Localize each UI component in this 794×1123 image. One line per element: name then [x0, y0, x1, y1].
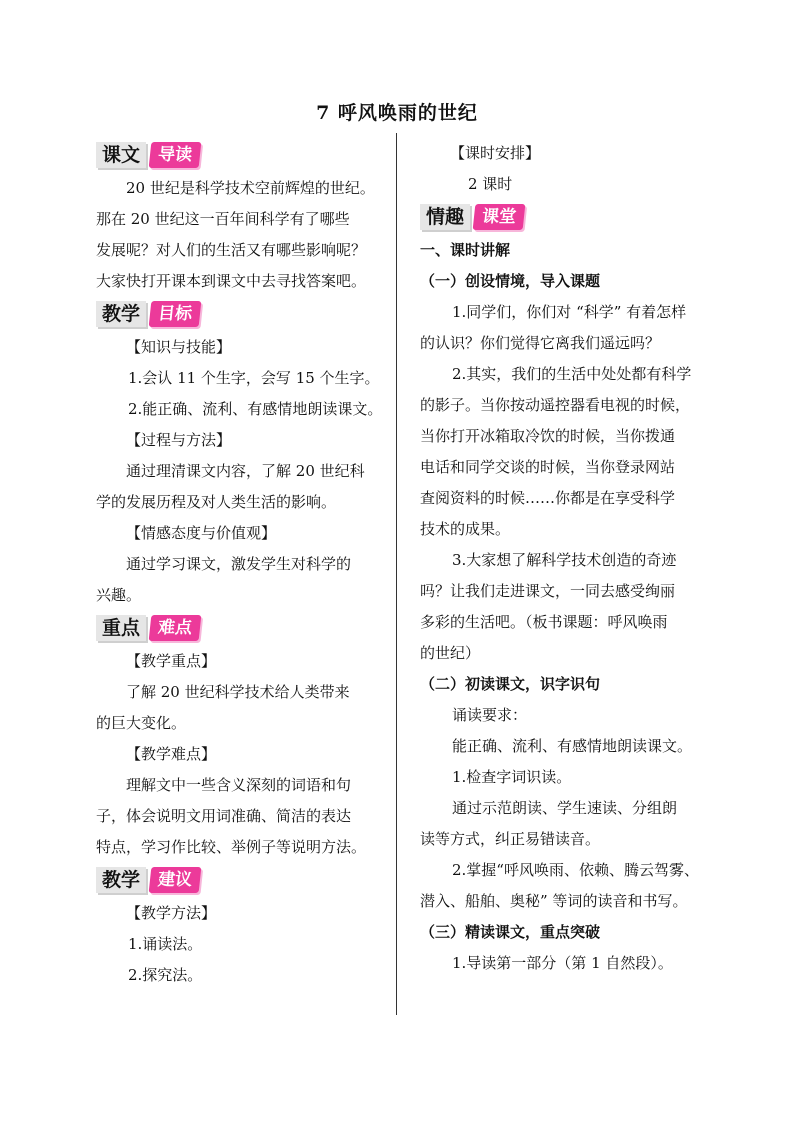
right-column [420, 138, 710, 979]
text-line: 1.诵读法。 [128, 935, 203, 953]
badge-label: 重点 [96, 615, 146, 641]
section-badge-goals [96, 299, 388, 329]
text-line: 2.探究法。 [128, 966, 203, 984]
text-line: 1.导读第一部分（第 1 自然段）。 [452, 954, 673, 972]
text-line: 的认识？你们觉得它离我们遥远吗？ [420, 334, 661, 352]
text-line: 发展呢？对人们的生活又有哪些影响呢？ [96, 241, 367, 259]
section-badge-suggestions [96, 865, 388, 895]
text-line: 查阅资料的时候……你都是在享受科学 [420, 489, 676, 507]
text-line: 2.能正确、流利、有感情地朗读课文。 [128, 400, 383, 418]
text-line: 的巨大变化。 [96, 714, 187, 732]
subheading: 【教学方法】 [126, 904, 217, 922]
text-line: 多彩的生活吧。（板书课题：呼风唤雨 [420, 613, 668, 631]
text-line: 那在 20 世纪这一百年间科学有了哪些 [96, 210, 350, 228]
text-line: 吗？让我们走进课文，一同去感受绚丽 [420, 582, 676, 600]
badge-tag: 导读 [149, 142, 202, 168]
text-line: 20 世纪是科学技术空前辉煌的世纪。 [126, 179, 375, 197]
left-column [96, 138, 388, 991]
text-line: 2.其实，我们的生活中处处都有科学 [452, 365, 692, 383]
subheading: 【教学重点】 [126, 652, 217, 670]
subheading: 【教学难点】 [126, 745, 217, 763]
badge-tag: 建议 [149, 867, 202, 893]
text-line: 潜入、船舶、奥秘” 等词的读音和书写。 [420, 892, 688, 910]
text-line: 技术的成果。 [420, 520, 511, 538]
text-line: 通过示范朗读、学生速读、分组朗 [452, 799, 678, 817]
badge-tag: 难点 [149, 615, 202, 641]
badge-label: 情趣 [420, 204, 470, 230]
schedule-value: 2 课时 [468, 175, 513, 193]
text-line: 1.同学们，你们对 “科学” 有着怎样 [452, 303, 687, 321]
subheading: 【情感态度与价值观】 [126, 524, 277, 542]
badge-tag: 课堂 [473, 204, 526, 230]
subheading: 【课时安排】 [450, 144, 541, 162]
text-line: 兴趣。 [96, 586, 142, 604]
text-line: 子，体会说明文用词准确、简洁的表达 [96, 807, 352, 825]
text-line: 了解 20 世纪科学技术给人类带来 [126, 683, 350, 701]
text-line: 当你打开冰箱取冷饮的时候，当你拨通 [420, 427, 676, 445]
text-line: 理解文中一些含义深刻的词语和句 [126, 776, 352, 794]
text-line: 的世纪） [420, 644, 481, 662]
text-line: 1.会认 11 个生字，会写 15 个生字。 [128, 369, 380, 387]
subheading: 【知识与技能】 [126, 338, 232, 356]
text-line: 3.大家想了解科学技术创造的奇迹 [452, 551, 677, 569]
section-badge-classroom [420, 202, 710, 232]
text-line: 学的发展历程及对人类生活的影响。 [96, 493, 337, 511]
section-badge-keypoints [96, 613, 388, 643]
badge-tag: 目标 [149, 301, 202, 327]
text-line: 的影子。当你按动遥控器看电视的时候， [420, 396, 691, 414]
text-line: 2.掌握“呼风唤雨、依赖、腾云驾雾、 [452, 861, 699, 879]
text-line: 大家快打开课本到课文中去寻找答案吧。 [96, 272, 367, 290]
text-line: 能正确、流利、有感情地朗读课文。 [452, 737, 693, 755]
text-line: 特点，学习作比较、举例子等说明方法。 [96, 838, 367, 856]
text-line: 读等方式，纠正易错读音。 [420, 830, 601, 848]
section-heading: （二）初读课文，识字识句 [420, 675, 601, 693]
column-divider [396, 133, 397, 1015]
text-line: 通过学习课文，激发学生对科学的 [126, 555, 352, 573]
text-line: 1.检查字词识读。 [452, 768, 572, 786]
badge-label: 教学 [96, 867, 146, 893]
section-heading: （一）创设情境，导入课题 [420, 272, 601, 290]
badge-label: 教学 [96, 301, 146, 327]
text-line: 通过理清课文内容，了解 20 世纪科 [126, 462, 365, 480]
section-heading: （三）精读课文，重点突破 [420, 923, 601, 941]
text-line: 电话和同学交谈的时候，当你登录网站 [420, 458, 676, 476]
subheading: 【过程与方法】 [126, 431, 232, 449]
section-heading: 一、课时讲解 [420, 241, 511, 259]
text-line: 诵读要求： [452, 706, 528, 724]
page-title: 7 呼风唤雨的世纪 [316, 102, 478, 124]
badge-label: 课文 [96, 142, 146, 168]
section-badge-guide [96, 140, 388, 170]
